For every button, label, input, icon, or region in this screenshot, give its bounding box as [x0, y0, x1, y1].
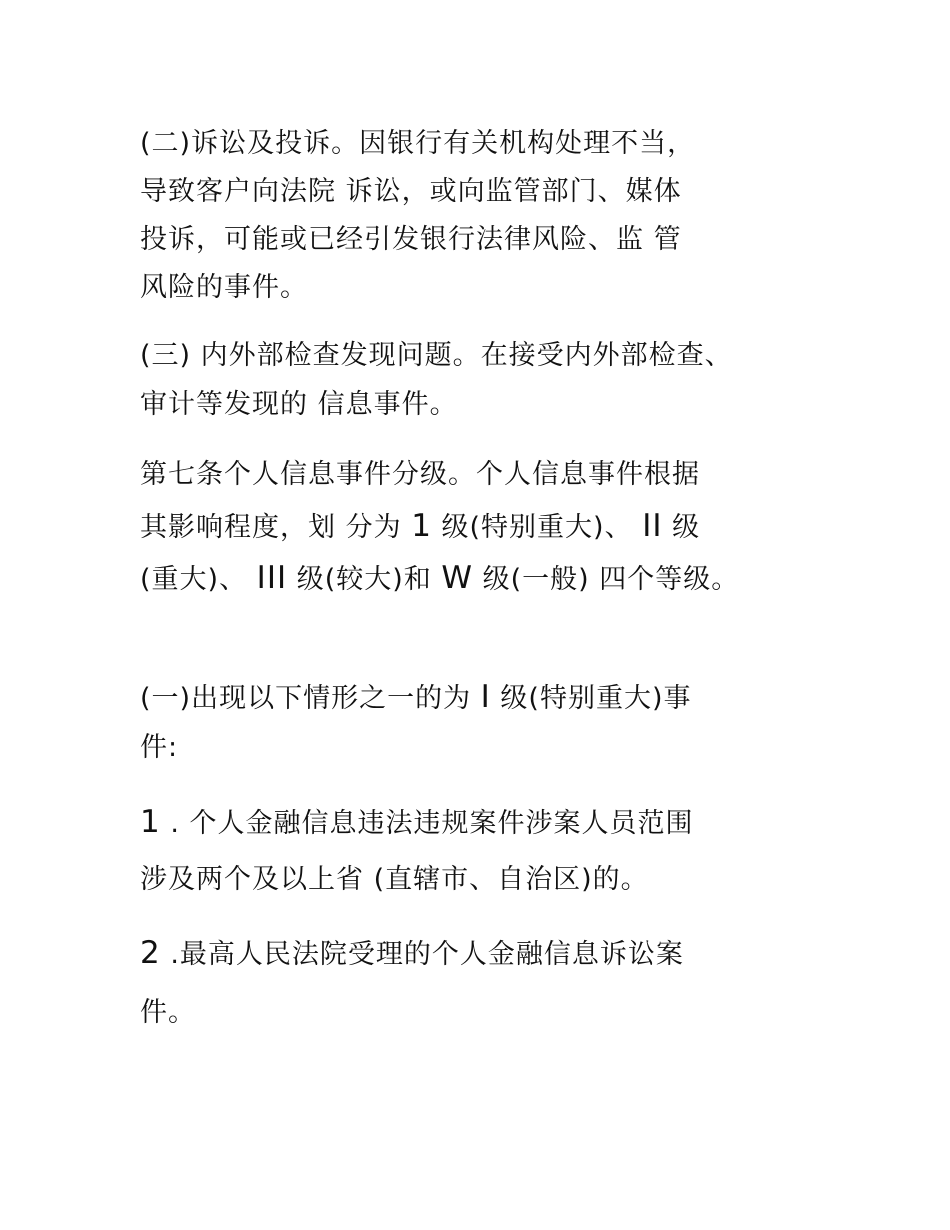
- paragraph-line: 导致客户向法院 诉讼，或向监管部门、媒体: [140, 176, 682, 207]
- paragraph-line: (三) 内外部检查发现问题。在接受内外部检查、: [140, 340, 733, 371]
- paragraph-line: 第七条个人信息事件分级。个人信息事件根据: [140, 459, 700, 490]
- paragraph-line: 审计等发现的 信息事件。: [140, 389, 458, 420]
- paragraph-line: 涉及两个及以上省 (直辖市、自治区)的。: [140, 864, 649, 895]
- paragraph-line: 件。: [140, 997, 196, 1028]
- paragraph-line: (一)出现以下情形之一的为 I 级(特别重大)事: [140, 679, 692, 715]
- paragraph-line: 件:: [140, 732, 179, 763]
- paragraph-line: 2 .最高人民法院受理的个人金融信息诉讼案: [140, 935, 684, 971]
- paragraph-line: 1 . 个人金融信息违法违规案件涉案人员范围: [140, 804, 694, 840]
- paragraph-line: 其影响程度，划 分为 1 级(特别重大)、 II 级: [140, 508, 701, 544]
- paragraph-line: 投诉，可能或已经引发银行法律风险、监 管: [140, 224, 682, 255]
- paragraph-line: (重大)、 III 级(较大)和 W 级(一般) 四个等级。: [140, 560, 740, 596]
- paragraph-line: 风险的事件。: [140, 272, 308, 303]
- paragraph-line: (二)诉讼及投诉。因银行有关机构处理不当，: [140, 128, 696, 159]
